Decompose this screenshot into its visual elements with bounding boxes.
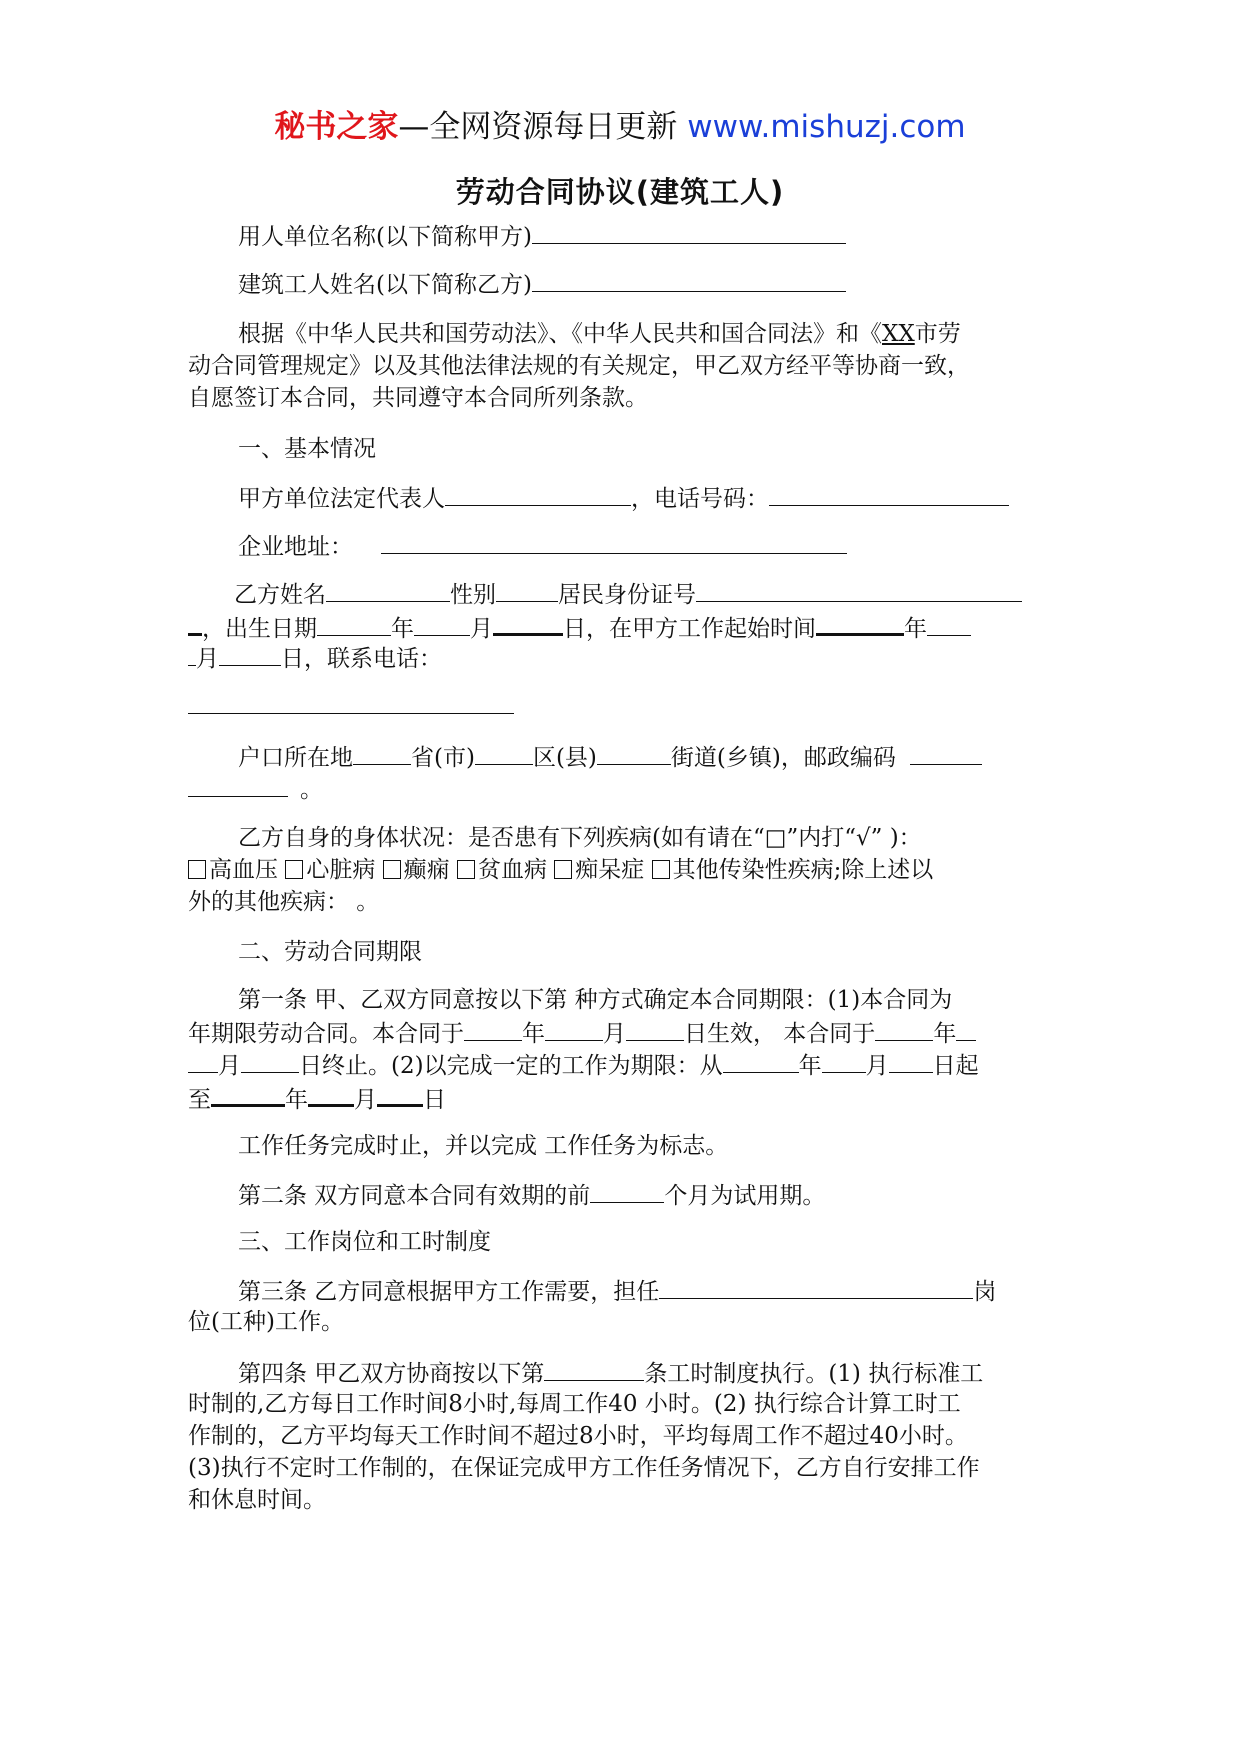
article-4-line-4: (3)执行不定时工作制的，在保证完成甲方工作任务情况下，乙方自行安排工作 — [188, 1455, 980, 1481]
b-name-blank — [326, 577, 450, 602]
party-b-line-1: 乙方姓名 性别 居民身份证号 — [234, 577, 1058, 611]
contact-phone-blank — [188, 713, 514, 714]
task-completion-line: 工作任务完成时止，并以完成 工作任务为标志。 — [238, 1133, 729, 1159]
article-1-line-3: 月 日终止。(2)以完成一定的工作为期限：从 年 月 日起 — [188, 1048, 1058, 1082]
checkbox-hypertension[interactable]: 高血压 — [188, 857, 278, 883]
article-1-line-1: 第一条 甲、乙双方同意按以下第 种方式确定本合同期限：(1)本合同为 — [238, 987, 953, 1013]
checkbox-epilepsy[interactable]: 癫痫 — [383, 857, 450, 883]
start-month-blank — [927, 611, 971, 636]
article-1-line-2: 年期限劳动合同。本合同于 年 月 日生效， 本合同于 年 — [188, 1016, 1058, 1050]
article-4-line-3: 作制的，乙方平均每天工作时间不超过8小时，平均每周工作不超过40小时。 — [188, 1423, 968, 1449]
article-4-line-2: 时制的,乙方每日工作时间8小时,每周工作40 小时。(2) 执行综合计算工时工 — [188, 1391, 961, 1417]
employer-name-blank — [532, 219, 846, 244]
start-day-blank — [219, 641, 281, 666]
banner-url-link[interactable]: www.mishuzj.com — [687, 109, 966, 145]
birth-month-blank — [414, 611, 470, 636]
party-b-line-3: 月 日，联系电话： — [188, 641, 1058, 675]
checkbox-heart-disease[interactable]: 心脏病 — [285, 857, 375, 883]
intro-paragraph-line-1: 根据《中华人民共和国劳动法》、《中华人民共和国合同法》和《XX市劳 — [238, 321, 961, 347]
worker-name-line: 建筑工人姓名(以下简称乙方) — [238, 267, 1058, 301]
hukou-line: 户口所在地 省(市) 区(县) 街道(乡镇)，邮政编码 — [238, 740, 1058, 774]
birth-day-blank — [493, 609, 563, 636]
article-3-line-2: 位(工种)工作。 — [188, 1309, 344, 1335]
phone-blank — [769, 481, 1009, 506]
worker-name-blank — [532, 267, 846, 292]
b-id-blank — [696, 577, 1022, 602]
health-line-1: 乙方自身的身体状况：是否患有下列疾病(如有请在“□”内打“√” )： — [238, 825, 922, 851]
section-heading-basic-info: 一、基本情况 — [238, 436, 376, 462]
intro-paragraph-line-3: 自愿签订本合同，共同遵守本合同所列条款。 — [188, 385, 648, 411]
disease-checklist — [188, 854, 1058, 886]
article-3-line-1: 第三条 乙方同意根据甲方工作需要，担任 岗 — [238, 1274, 1058, 1308]
postal-code-blank — [910, 740, 982, 765]
section-heading-position: 三、工作岗位和工时制度 — [238, 1229, 491, 1255]
article-1-line-4: 至 年 月 日 — [188, 1080, 1058, 1116]
b-gender-blank — [496, 577, 558, 602]
section-heading-term: 二、劳动合同期限 — [238, 939, 422, 965]
article-2-line: 第二条 双方同意本合同有效期的前 个月为试用期。 — [238, 1178, 1058, 1212]
site-banner — [0, 101, 1240, 146]
address-line: 企业地址： — [238, 529, 1058, 563]
start-year-blank — [816, 609, 904, 636]
brand-name: 秘书之家 — [274, 109, 399, 145]
legal-rep-line: 甲方单位法定代表人 ，电话号码： — [238, 481, 1058, 515]
position-blank — [659, 1274, 973, 1299]
intro-paragraph-line-2: 动合同管理规定》以及其他法律法规的有关规定，甲乙双方经平等协商一致， — [188, 353, 970, 379]
hukou-line-2: 。 — [188, 772, 1058, 806]
document-title: 劳动合同协议(建筑工人) — [455, 175, 785, 209]
checkbox-anemia[interactable]: 贫血病 — [457, 857, 547, 883]
banner-tagline: —全网资源每日更新 — [398, 109, 688, 145]
checkbox-infectious[interactable]: 其他传染性疾病;除上述以 — [652, 857, 934, 883]
probation-months-blank — [590, 1178, 664, 1203]
address-blank — [381, 529, 847, 554]
hours-system-blank — [544, 1356, 644, 1381]
article-4-line-5: 和休息时间。 — [188, 1487, 326, 1513]
checkbox-dementia[interactable]: 痴呆症 — [554, 857, 644, 883]
party-b-line-2: ，出生日期 年 月 日，在甲方工作起始时间 年 — [188, 609, 1058, 645]
legal-rep-blank — [445, 481, 631, 506]
article-4-line-1: 第四条 甲乙双方协商按以下第 条工时制度执行。(1) 执行标准工 — [238, 1356, 1058, 1390]
health-line-3: 外的其他疾病： 。 — [188, 889, 380, 915]
employer-name-line: 用人单位名称(以下简称甲方) — [238, 219, 1058, 253]
birth-year-blank — [317, 611, 391, 636]
